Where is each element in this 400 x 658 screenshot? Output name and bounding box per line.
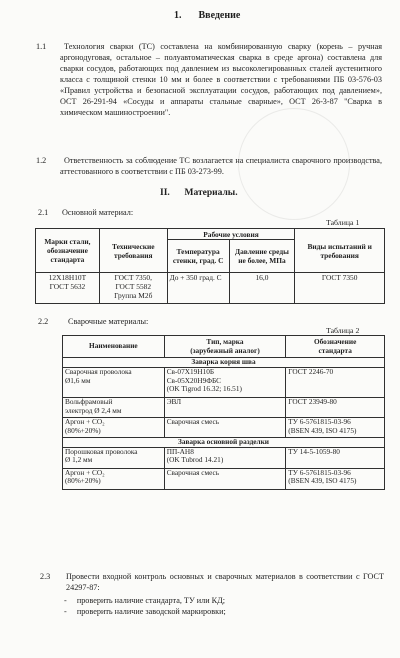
table-1-header-press: Давление среды не более, МПа bbox=[229, 240, 295, 273]
table-2-group-main: Заварка основной разделки bbox=[63, 437, 385, 447]
table-1-cell-press: 16,0 bbox=[229, 273, 295, 304]
table-2-header-type: Тип, марка (зарубежный аналог) bbox=[164, 336, 286, 358]
table-2-cell-std: ГОСТ 23949-80 bbox=[286, 397, 385, 417]
table-1-caption: Таблица 1 bbox=[326, 218, 360, 227]
para-2-2-number: 2.2 bbox=[38, 317, 49, 326]
table-1-header-temp: Температура стенки, град. С bbox=[167, 240, 229, 273]
table-2-cell-name: Порошковая проволока Ø 1,2 мм bbox=[63, 447, 165, 468]
para-2-1-text: Основной материал: bbox=[62, 208, 134, 217]
para-2-3-number: 2.3 bbox=[40, 572, 51, 581]
para-2-3-bullet-2: проверить наличие заводской маркировки; bbox=[76, 607, 226, 616]
section-2-title: Материалы. bbox=[184, 188, 238, 198]
para-1-2-number: 1.2 bbox=[36, 156, 47, 165]
table-2-cell-type: ЭВЛ bbox=[164, 397, 286, 417]
table-2-header-name: Наименование bbox=[63, 336, 165, 358]
table-row bbox=[63, 447, 385, 468]
table-2-cell-type: ПП-АН8 (OK Tubrod 14.21) bbox=[164, 447, 286, 468]
table-1-cell-tech: ГОСТ 7350, ГОСТ 5582 Группа М2б bbox=[99, 273, 167, 304]
para-2-3-bullet bbox=[64, 595, 225, 606]
table-2-cell-type: Сварочная смесь bbox=[164, 417, 286, 437]
section-2-number: II. bbox=[160, 188, 170, 198]
para-2-1-number: 2.1 bbox=[38, 208, 49, 217]
table-2-cell-std: ТУ 6-5761815-03-96 (BSEN 439, ISO 4175) bbox=[286, 417, 385, 437]
bullet-dash: - bbox=[64, 607, 67, 616]
section-1-heading bbox=[174, 10, 240, 21]
table-2-cell-type: Св-07Х19Н10Б Св-05Х20Н9ФБС (OK Tigrod 16.32; 16.51) bbox=[164, 367, 286, 397]
para-2-3-bullet bbox=[64, 606, 226, 617]
table-2-cell-std: ТУ 6-5761815-03-96 (BSEN 439, ISO 4175) bbox=[286, 468, 385, 489]
table-2-caption: Таблица 2 bbox=[326, 326, 360, 335]
table-2-cell-name: Вольфрамовый электрод Ø 2,4 мм bbox=[63, 397, 165, 417]
table-2-cell-name: Аргон + CO₂ (80%+20%) bbox=[63, 468, 165, 489]
table-1-cell-tests: ГОСТ 7350 bbox=[295, 273, 385, 304]
table-1-cell-grade: 12Х18Н10Т ГОСТ 5632 bbox=[36, 273, 100, 304]
table-row bbox=[63, 397, 385, 417]
table-row bbox=[63, 367, 385, 397]
table-1-header-tech: Технические требования bbox=[99, 229, 167, 273]
table-1 bbox=[35, 228, 385, 304]
table-2-cell-name: Аргон + CO₂ (80%+20%) bbox=[63, 417, 165, 437]
table-2-cell-std: ГОСТ 2246-70 bbox=[286, 367, 385, 397]
para-2-3-bullet-1: проверить наличие стандарта, ТУ или КД; bbox=[76, 596, 225, 605]
table-2-cell-type: Сварочная смесь bbox=[164, 468, 286, 489]
para-1-1-number: 1.1 bbox=[36, 42, 47, 51]
table-row bbox=[63, 417, 385, 437]
section-2-heading bbox=[160, 188, 238, 198]
table-1-header-grade: Марки стали, обозначение стандарта bbox=[36, 229, 100, 273]
table-row bbox=[36, 273, 385, 304]
para-1-2-text: Ответственность за соблюдение ТС возлагается на специалиста сварочного производства, аттестованного в соответствии с ПБ 03-273-99. bbox=[60, 156, 382, 176]
table-1-header-tests: Виды испытаний и требования bbox=[295, 229, 385, 273]
para-2-3-text: Провести входной контроль основных и сварочных материалов в соответствии с ГОСТ 24297-87: bbox=[66, 572, 384, 592]
section-1-number: 1. bbox=[174, 10, 182, 21]
table-2-header-std: Обозначение стандарта bbox=[286, 336, 385, 358]
table-2 bbox=[62, 335, 385, 490]
table-row bbox=[63, 468, 385, 489]
table-2-group-root: Заварка корня шва bbox=[63, 358, 385, 368]
table-2-cell-std: ТУ 14-5-1059-80 bbox=[286, 447, 385, 468]
bullet-dash: - bbox=[64, 596, 67, 605]
table-2-cell-name: Сварочная проволока Ø1,6 мм bbox=[63, 367, 165, 397]
table-1-cell-temp: До + 350 град. С bbox=[167, 273, 229, 304]
table-1-header-work: Рабочие условия bbox=[167, 229, 295, 240]
section-1-title: Введение bbox=[198, 10, 241, 21]
para-1-1-text: Технология сварки (ТС) составлена на комбинированную сварку (корень – ручная аргонодуговая, остальное – полуавтоматическая сварка в среде аргона) составлена для сварки сосудов, работающих под давлением из высоколегированных сталей аустенитного класса с толщиной стенки 10 мм и более в соответствии с требованиями ПБ 03-576-03 «Правил устройства и безопасной эксплуатации сосудов, работающих под давлением», ОСТ 26-291-94 «Сосуды и аппараты стальные сварные», ОСТ 26-3-87 "Сварка в химическом машиностроении". bbox=[60, 42, 382, 117]
para-2-2-text: Сварочные материалы: bbox=[68, 317, 149, 326]
